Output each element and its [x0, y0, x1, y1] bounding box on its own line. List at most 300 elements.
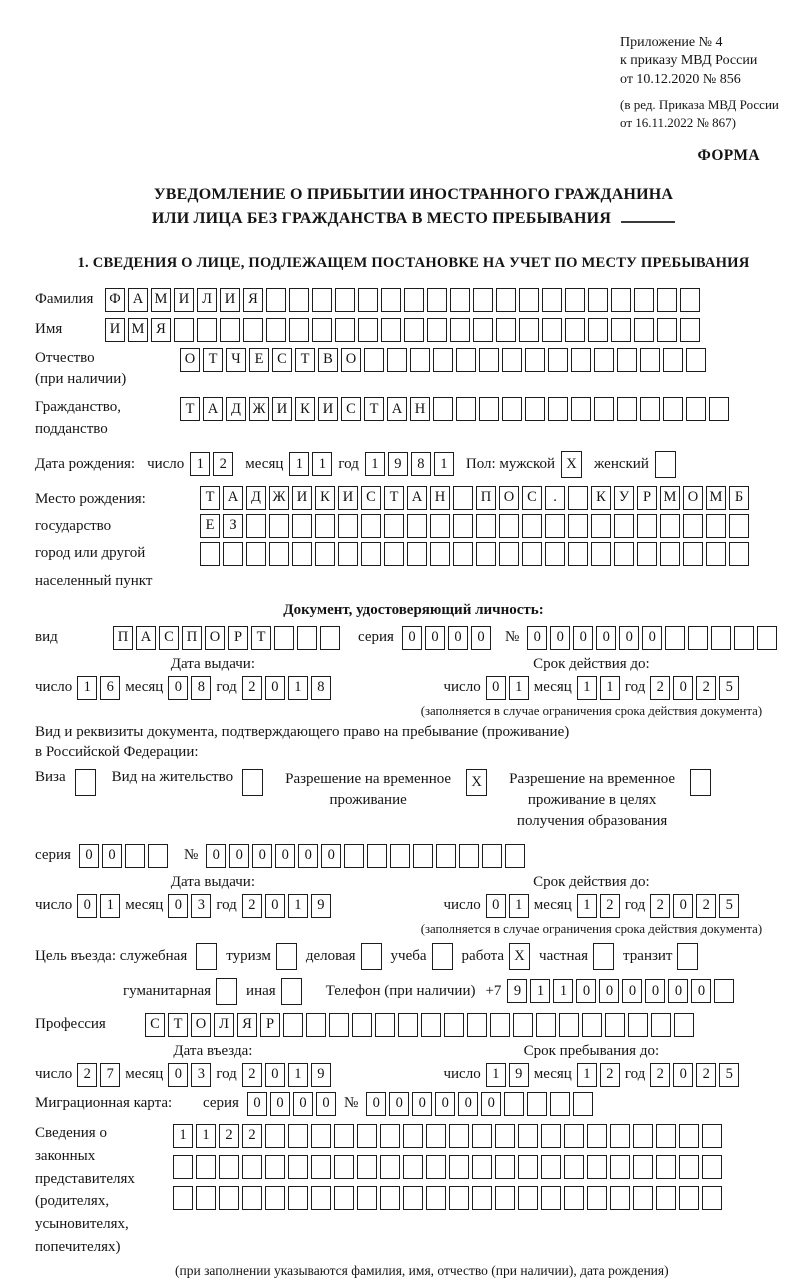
char-box [657, 288, 677, 312]
char-box [513, 1013, 533, 1037]
char-box: . [545, 486, 565, 510]
char-box [384, 542, 404, 566]
char-box: 9 [507, 979, 527, 1003]
char-box [702, 1186, 722, 1210]
char-box [634, 318, 654, 342]
char-box [196, 1155, 216, 1179]
char-box: С [272, 348, 292, 372]
char-box: 1 [577, 676, 597, 700]
char-box [734, 626, 754, 650]
char-box: Я [237, 1013, 257, 1037]
char-box [413, 844, 433, 868]
char-box: 0 [293, 1092, 313, 1116]
purpose-business-label: деловая [305, 947, 356, 964]
char-box: 1 [173, 1124, 193, 1148]
char-box [444, 1013, 464, 1037]
char-box: О [341, 348, 361, 372]
profession-cells [145, 1013, 694, 1037]
char-box [453, 542, 473, 566]
char-box [265, 1124, 285, 1148]
char-box [702, 1124, 722, 1148]
purpose-official-checkbox [196, 943, 217, 970]
char-box: Е [200, 514, 220, 538]
char-box [357, 1186, 377, 1210]
char-box: 2 [696, 676, 716, 700]
char-box: И [174, 288, 194, 312]
char-box [587, 1124, 607, 1148]
char-box: Ч [226, 348, 246, 372]
char-box: 1 [100, 894, 120, 918]
char-box: 8 [411, 452, 431, 476]
char-box [269, 542, 289, 566]
char-box [426, 1186, 446, 1210]
char-box [243, 318, 263, 342]
char-box [628, 1013, 648, 1037]
char-box: 0 [673, 894, 693, 918]
option-visa-checkbox [75, 769, 96, 796]
purpose-work-checkbox: X [509, 943, 530, 970]
char-box: 6 [100, 676, 120, 700]
char-box [433, 397, 453, 421]
char-box: С [361, 486, 381, 510]
char-box [571, 348, 591, 372]
char-box: А [203, 397, 223, 421]
migration-card-row [35, 1092, 792, 1116]
char-box: 0 [247, 1092, 267, 1116]
char-box: 0 [265, 676, 285, 700]
sex-female-checkbox [655, 451, 676, 478]
purpose-transit-checkbox [677, 943, 698, 970]
char-box: 0 [265, 1063, 285, 1087]
char-box: В [318, 348, 338, 372]
char-box [709, 397, 729, 421]
given-name-row [35, 318, 792, 342]
char-box: К [315, 486, 335, 510]
birth-month-cells [289, 452, 332, 476]
char-box [196, 1186, 216, 1210]
char-box [312, 318, 332, 342]
month-label: месяц [125, 679, 164, 696]
char-box [472, 1124, 492, 1148]
char-box: 1 [190, 452, 210, 476]
option-temp-residence-education-checkbox [690, 769, 711, 796]
char-box [407, 542, 427, 566]
char-box [473, 318, 493, 342]
purpose-business [306, 943, 382, 970]
char-box: М [660, 486, 680, 510]
number-label: № [504, 629, 520, 646]
char-box: 2 [242, 1124, 262, 1148]
day-label: число [443, 1066, 481, 1083]
identity-issue-month [168, 676, 211, 700]
char-box: 1 [312, 452, 332, 476]
char-box: 2 [213, 452, 233, 476]
char-box [357, 1155, 377, 1179]
char-box: 3 [191, 894, 211, 918]
char-box [757, 626, 777, 650]
char-box [173, 1186, 193, 1210]
char-box [312, 288, 332, 312]
char-box: И [105, 318, 125, 342]
char-box: 0 [599, 979, 619, 1003]
char-box: 1 [600, 676, 620, 700]
option-temp-residence-checkbox: X [466, 769, 487, 796]
char-box: П [476, 486, 496, 510]
char-box: А [128, 288, 148, 312]
char-box [426, 1124, 446, 1148]
purpose-study-checkbox [432, 943, 453, 970]
patronymic-label-line2: (при наличии) [35, 371, 127, 388]
char-box [637, 542, 657, 566]
char-box: Т [200, 486, 220, 510]
residence-permit-options [35, 769, 792, 832]
char-box [288, 1186, 308, 1210]
char-box: 2 [696, 1063, 716, 1087]
form-label: ФОРМА [697, 146, 760, 164]
char-box [495, 1186, 515, 1210]
char-box [541, 1124, 561, 1148]
char-box: О [205, 626, 225, 650]
char-box: 2 [600, 1063, 620, 1087]
char-box [505, 844, 525, 868]
title-line1: УВЕДОМЛЕНИЕ О ПРИБЫТИИ ИНОСТРАННОГО ГРАЖДАНИНА [153, 185, 674, 203]
legal-reps-label: (родителях, [35, 1193, 110, 1210]
legal-reps-note: (при заполнении указываются фамилия, имя, отчество (при наличии), дата рождения) [175, 1262, 669, 1278]
char-box: 1 [288, 676, 308, 700]
char-box: 1 [196, 1124, 216, 1148]
surname-cells [105, 288, 700, 312]
sex-female-label: женский [594, 455, 649, 472]
char-box: Ж [269, 486, 289, 510]
char-box: 2 [650, 676, 670, 700]
option-temp-residence-education-label: Разрешение на временное проживание в целях получения образования [509, 770, 676, 829]
day-label: число [443, 679, 481, 696]
char-box: 0 [206, 844, 226, 868]
char-box [550, 1092, 570, 1116]
char-box [614, 514, 634, 538]
identity-series-cells [402, 626, 491, 650]
char-box [686, 348, 706, 372]
char-box [688, 626, 708, 650]
char-box: 0 [596, 626, 616, 650]
char-box [436, 844, 456, 868]
stay-month [577, 1063, 620, 1087]
legal-reps-cells-row3 [173, 1186, 722, 1210]
char-box [334, 1186, 354, 1210]
char-box: 9 [509, 1063, 529, 1087]
char-box [338, 542, 358, 566]
purpose-tourism-label: туризм [226, 947, 271, 964]
char-box [334, 1155, 354, 1179]
char-box: С [341, 397, 361, 421]
char-box [361, 542, 381, 566]
legal-reps-label: представителях [35, 1170, 135, 1187]
char-box: 0 [412, 1092, 432, 1116]
char-box [335, 288, 355, 312]
char-box [518, 1124, 538, 1148]
char-box [358, 318, 378, 342]
char-box [174, 318, 194, 342]
char-box [582, 1013, 602, 1037]
char-box: Ж [249, 397, 269, 421]
char-box [283, 1013, 303, 1037]
char-box [274, 626, 294, 650]
char-box: Д [246, 486, 266, 510]
char-box: 1 [288, 1063, 308, 1087]
citizenship-label [35, 397, 180, 441]
char-box [656, 1186, 676, 1210]
citizenship-label-line1: Гражданство, [35, 399, 122, 416]
char-box: 2 [696, 894, 716, 918]
char-box [519, 288, 539, 312]
stay-day [486, 1063, 529, 1087]
char-box [637, 514, 657, 538]
char-box [559, 1013, 579, 1037]
char-box: 1 [577, 894, 597, 918]
char-box [473, 288, 493, 312]
given-name-label: Имя [35, 321, 63, 338]
phone-label: Телефон (при наличии) [325, 982, 476, 999]
char-box: У [614, 486, 634, 510]
char-box: 0 [550, 626, 570, 650]
char-box: Я [243, 288, 263, 312]
char-box [472, 1155, 492, 1179]
char-box: 5 [719, 1063, 739, 1087]
identity-valid-day [486, 676, 529, 700]
char-box [588, 288, 608, 312]
option-residence-permit-checkbox [242, 769, 263, 796]
char-box [450, 288, 470, 312]
identity-valid-month [577, 676, 620, 700]
char-box [656, 1124, 676, 1148]
char-box: 0 [168, 676, 188, 700]
char-box [610, 1155, 630, 1179]
char-box [495, 1155, 515, 1179]
char-box: А [387, 397, 407, 421]
char-box [706, 542, 726, 566]
char-box [640, 348, 660, 372]
char-box: К [295, 397, 315, 421]
char-box [320, 626, 340, 650]
char-box [680, 288, 700, 312]
header-subline: от 16.11.2022 № 867) [620, 114, 737, 130]
char-box: 9 [311, 894, 331, 918]
char-box [663, 348, 683, 372]
char-box [430, 514, 450, 538]
purpose-study [391, 943, 453, 970]
section1-heading: 1. СВЕДЕНИЯ О ЛИЦЕ, ПОДЛЕЖАЩЕМ ПОСТАНОВКЕ НА УЧЕТ ПО МЕСТУ ПРЕБЫВАНИЯ [77, 254, 750, 271]
profession-row [35, 1013, 792, 1037]
char-box: 0 [691, 979, 711, 1003]
char-box [496, 318, 516, 342]
day-label: число [147, 455, 185, 472]
char-box [344, 844, 364, 868]
char-box [495, 1124, 515, 1148]
char-box: Т [384, 486, 404, 510]
residence-valid-row [391, 894, 792, 918]
char-box [467, 1013, 487, 1037]
char-box [173, 1155, 193, 1179]
char-box: 2 [77, 1063, 97, 1087]
char-box [565, 318, 585, 342]
char-box: 0 [668, 979, 688, 1003]
char-box [542, 288, 562, 312]
entry-dates [35, 1043, 792, 1087]
char-box: 2 [219, 1124, 239, 1148]
char-box [518, 1186, 538, 1210]
identity-doc-dates [35, 656, 792, 719]
month-label: месяц [245, 455, 284, 472]
identity-doc-row [35, 626, 792, 650]
char-box [433, 348, 453, 372]
purpose-private [539, 943, 614, 970]
residence-series-row [35, 844, 792, 868]
char-box [541, 1155, 561, 1179]
char-box [288, 1124, 308, 1148]
blank-underline [621, 221, 675, 223]
char-box: 0 [321, 844, 341, 868]
surname-label: Фамилия [35, 291, 94, 308]
char-box [729, 542, 749, 566]
char-box [390, 844, 410, 868]
residence-issue-year [242, 894, 331, 918]
char-box [536, 1013, 556, 1037]
legal-reps-cells-row1 [173, 1124, 722, 1148]
migration-number-cells [366, 1092, 593, 1116]
day-label: число [35, 1066, 73, 1083]
legal-reps-label: законных [35, 1147, 96, 1164]
char-box [410, 348, 430, 372]
char-box [426, 1155, 446, 1179]
char-box [702, 1155, 722, 1179]
purpose-work [462, 943, 531, 970]
char-box [338, 514, 358, 538]
char-box [594, 397, 614, 421]
char-box: 7 [100, 1063, 120, 1087]
char-box [674, 1013, 694, 1037]
char-box [384, 514, 404, 538]
header-line: Приложение № 4 [620, 35, 723, 50]
char-box [656, 1155, 676, 1179]
char-box [404, 288, 424, 312]
char-box [660, 514, 680, 538]
char-box: 0 [458, 1092, 478, 1116]
char-box [357, 1124, 377, 1148]
birth-place-label: Место рождения: [35, 490, 146, 507]
patronymic-row [35, 348, 792, 392]
char-box [242, 1155, 262, 1179]
char-box: 0 [622, 979, 642, 1003]
char-box: Л [214, 1013, 234, 1037]
patronymic-label-line1: Отчество [35, 349, 95, 366]
residence-valid-day [486, 894, 529, 918]
char-box [541, 1186, 561, 1210]
purpose-study-label: учеба [390, 947, 427, 964]
char-box [352, 1013, 372, 1037]
char-box [456, 397, 476, 421]
char-box [504, 1092, 524, 1116]
char-box [679, 1124, 699, 1148]
char-box: 5 [719, 894, 739, 918]
char-box [364, 348, 384, 372]
option-visa-label: Виза [35, 768, 66, 785]
char-box [453, 486, 473, 510]
char-box [311, 1186, 331, 1210]
char-box [125, 844, 145, 868]
legal-reps-block [35, 1122, 792, 1259]
char-box [496, 288, 516, 312]
residence-number-cells [206, 844, 525, 868]
char-box: 2 [650, 894, 670, 918]
char-box [315, 542, 335, 566]
char-box [565, 288, 585, 312]
char-box [571, 397, 591, 421]
char-box [450, 318, 470, 342]
char-box [329, 1013, 349, 1037]
char-box [633, 1186, 653, 1210]
identity-number-cells [527, 626, 777, 650]
char-box [683, 514, 703, 538]
visit-purpose-row1 [35, 943, 792, 970]
identity-issue-day [77, 676, 120, 700]
char-box: 1 [509, 676, 529, 700]
year-label: год [624, 897, 646, 914]
option-residence-permit-label: Вид на жительство [111, 768, 234, 785]
char-box: Н [430, 486, 450, 510]
residence-series-cells [79, 844, 168, 868]
number-label: № [183, 847, 199, 864]
char-box: М [706, 486, 726, 510]
char-box [633, 1155, 653, 1179]
entry-date-heading: Дата въезда: [173, 1042, 253, 1059]
identity-kind-cells [113, 626, 340, 650]
char-box: 0 [229, 844, 249, 868]
char-box: А [223, 486, 243, 510]
char-box [404, 318, 424, 342]
char-box [381, 318, 401, 342]
year-label: год [624, 1066, 646, 1083]
char-box: 0 [645, 979, 665, 1003]
char-box: И [338, 486, 358, 510]
char-box [591, 542, 611, 566]
purpose-tourism [226, 943, 297, 970]
char-box: Я [151, 318, 171, 342]
char-box [651, 1013, 671, 1037]
char-box: 0 [435, 1092, 455, 1116]
char-box [683, 542, 703, 566]
identity-issue-row [35, 676, 391, 700]
char-box: 0 [486, 894, 506, 918]
char-box [588, 318, 608, 342]
char-box [292, 514, 312, 538]
year-label: год [624, 679, 646, 696]
char-box: З [223, 514, 243, 538]
identity-issue-col [35, 656, 391, 719]
char-box [490, 1013, 510, 1037]
number-label: № [343, 1095, 359, 1112]
sex-male-checkbox: X [561, 451, 582, 478]
char-box [265, 1186, 285, 1210]
birth-place-label: город или другой [35, 545, 146, 562]
char-box [315, 514, 335, 538]
residence-issue-month [168, 894, 211, 918]
series-label: серия [358, 629, 394, 646]
birth-place-label: населенный пункт [35, 572, 153, 589]
char-box: М [128, 318, 148, 342]
char-box [711, 626, 731, 650]
issue-date-heading: Дата выдачи: [170, 873, 256, 890]
char-box: 0 [573, 626, 593, 650]
